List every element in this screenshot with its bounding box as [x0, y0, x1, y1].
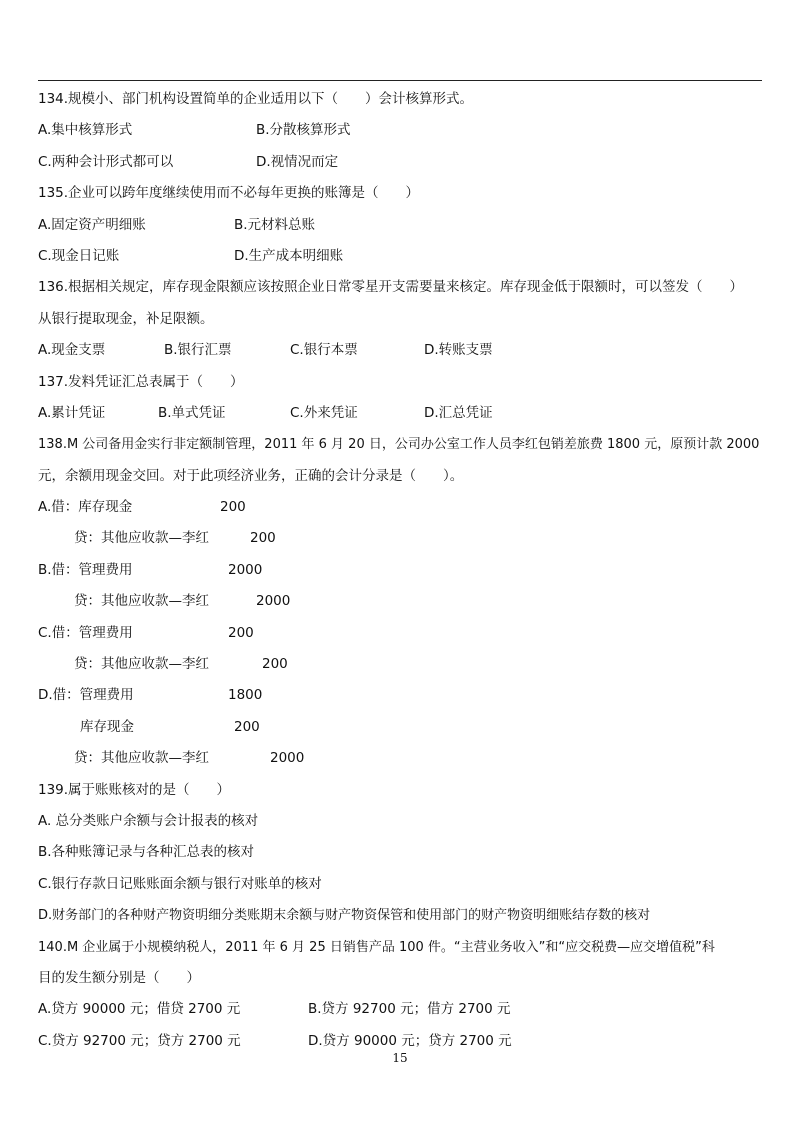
q137-option-b: B.单式凭证: [158, 404, 226, 421]
q136-option-a: A.现金支票: [38, 342, 106, 359]
q135-option-a: A.固定资产明细账: [38, 216, 146, 233]
q138-stem-line2: 元，余额用现金交回。对于此项经济业务，正确的会计分录是（ ）。: [38, 467, 464, 484]
q138-c-debit: [38, 618, 768, 649]
q138-c-credit-account: 贷：其他应收款—李红: [74, 656, 209, 673]
q139-option-d: D.财务部门的各种财产物资明细分类账期末余额与财产物资保管和使用部门的财产物资明细账结存数的核对: [38, 908, 651, 924]
q136-option-c: C.银行本票: [290, 342, 358, 359]
q134-option-c: C.两种会计形式都可以: [38, 153, 174, 170]
q138-a-credit-amount: 200: [250, 530, 276, 547]
q138-a-debit-amount: 200: [220, 499, 246, 516]
q136-option-d: D.转账支票: [424, 342, 493, 359]
question-list: [38, 84, 768, 1057]
q137-option-a: A.累计凭证: [38, 404, 106, 421]
q138-b-credit-amount: 2000: [256, 593, 291, 610]
q135-options: [38, 210, 768, 241]
q138-b-credit: [38, 586, 768, 617]
q137-options: [38, 398, 768, 429]
q137-option-d: D.汇总凭证: [424, 404, 493, 421]
q134-options-2: [38, 147, 768, 178]
q140-option-b: B.贷方 92700 元；借方 2700 元: [308, 1001, 511, 1018]
q140-stem-line1: 140.M 企业属于小规模纳税人，2011 年 6 月 25 日销售产品 100 件。“主营业务收入”和“应交税费—应交增值税”科: [38, 939, 715, 955]
q138-b-debit-amount: 2000: [228, 561, 263, 578]
q135-stem: 135.企业可以跨年度继续使用而不必每年更换的账簿是（ ）: [38, 185, 420, 202]
q138-d-credit-amount: 2000: [270, 750, 305, 767]
q138-d-credit: [38, 743, 768, 774]
q137-stem: 137.发料凭证汇总表属于（ ）: [38, 373, 244, 390]
q137-option-c: C.外来凭证: [290, 404, 358, 421]
page-number: 15: [392, 1051, 408, 1065]
q140-option-a: A.贷方 90000 元；借贷 2700 元: [38, 1001, 241, 1018]
q138-c-credit: [38, 649, 768, 680]
q138-c-debit-amount: 200: [228, 624, 254, 641]
q135-option-c: C.现金日记账: [38, 247, 120, 264]
q138-b-debit-account: B.借：管理费用: [38, 561, 133, 578]
q138-d-debit-2: [38, 712, 768, 743]
q138-c-debit-account: C.借：管理费用: [38, 624, 133, 641]
q138-d-debit2-account: 库存现金: [80, 718, 134, 735]
q138-a-debit-account: A.借：库存现金: [38, 499, 133, 516]
q138-a-debit: [38, 492, 768, 523]
q138-d-credit-account: 贷：其他应收款—李红: [74, 750, 209, 767]
q136-stem-line2: 从银行提取现金，补足限额。: [38, 310, 214, 327]
q140-option-d: D.贷方 90000 元；贷方 2700 元: [308, 1032, 512, 1049]
q140-stem-line2: 目的发生额分别是（ ）: [38, 969, 200, 986]
q139-option-a: A. 总分类账户余额与会计报表的核对: [38, 812, 259, 829]
q138-b-debit: [38, 555, 768, 586]
q140-option-c: C.贷方 92700 元；贷方 2700 元: [38, 1032, 241, 1049]
q134-options: [38, 115, 768, 146]
q139-option-c: C.银行存款日记账账面余额与银行对账单的核对: [38, 875, 322, 892]
q138-stem-line1: 138.M 公司备用金实行非定额制管理，2011 年 6 月 20 日，公司办公室工作人员李红包销差旅费 1800 元，原预计款 2000: [38, 437, 760, 453]
q135-option-d: D.生产成本明细账: [234, 247, 344, 264]
q138-a-credit: [38, 523, 768, 554]
q136-options: [38, 335, 768, 366]
q139-stem: 139.属于账账核对的是（ ）: [38, 781, 231, 798]
q136-stem-line1: 136.根据相关规定，库存现金限额应该按照企业日常零星开支需要量来核定。库存现金低于限额时，可以签发（ ）: [38, 279, 744, 296]
q136-option-b: B.银行汇票: [164, 342, 232, 359]
q140-options: [38, 994, 768, 1025]
q135-option-b: B.元材料总账: [234, 216, 316, 233]
header-rule: [38, 80, 762, 81]
q134-option-b: B.分散核算形式: [256, 122, 351, 139]
q138-d-debit-amount: 1800: [228, 687, 263, 704]
q138-b-credit-account: 贷：其他应收款—李红: [74, 593, 209, 610]
q138-c-credit-amount: 200: [262, 656, 288, 673]
q134-stem: 134.规模小、部门机构设置简单的企业适用以下（ ）会计核算形式。: [38, 91, 474, 107]
q138-a-credit-account: 贷：其他应收款—李红: [74, 530, 209, 547]
q135-options-2: [38, 241, 768, 272]
q134-option-a: A.集中核算形式: [38, 122, 133, 139]
q139-option-b: B.各种账簿记录与各种汇总表的核对: [38, 844, 255, 861]
q138-d-debit: [38, 680, 768, 711]
q138-d-debit-account: D.借：管理费用: [38, 687, 134, 704]
q134-option-d: D.视情况而定: [256, 153, 339, 170]
q138-d-debit2-amount: 200: [234, 718, 260, 735]
